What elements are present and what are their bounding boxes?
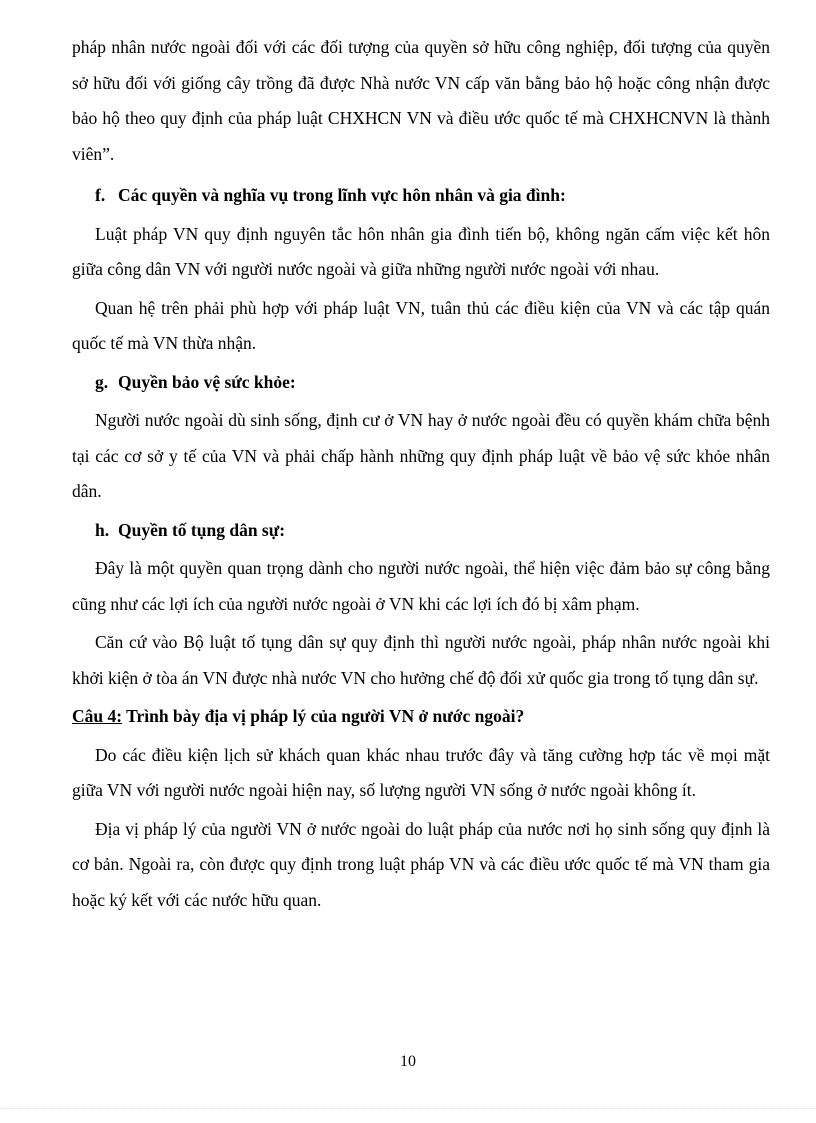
section-h-heading: [95, 513, 770, 549]
section-h-letter: h.: [95, 519, 110, 540]
page-number: 10: [400, 1053, 416, 1070]
question-4-paragraph-2: Địa vị pháp lý của người VN ở nước ngoài do luật pháp của nước nơi họ sinh sống quy định là cơ bản. Ngoài ra, còn được quy định trong luật pháp VN và các điều ước quốc tế mà VN tham gia hoặc ký kết với các nước hữu quan.: [72, 818, 770, 910]
section-f-letter: f.: [95, 185, 106, 205]
question-4-label: Câu 4:: [72, 706, 123, 726]
section-g-heading: [95, 365, 770, 401]
intro-paragraph: pháp nhân nước ngoài đối với các đối tượng của quyền sở hữu công nghiệp, đối tượng của quyền sở hữu đối với giống cây trồng đã được Nhà nước VN cấp văn bằng bảo hộ hoặc công nhận được bảo hộ theo quy định của pháp luật CHXHCN VN và điều ước quốc tế mà CHXHCNVN là thành viên”.: [72, 37, 770, 164]
section-f-paragraph-2: Quan hệ trên phải phù hợp với pháp luật VN, tuân thủ các điều kiện của VN và các tập quán quốc tế mà VN thừa nhận.: [72, 297, 770, 353]
section-h-paragraph-1: Đây là một quyền quan trọng dành cho người nước ngoài, thể hiện việc đảm bảo sự công bằng cũng như các lợi ích của người nước ngoài ở VN khi các lợi ích đó bị xâm phạm.: [72, 558, 770, 614]
section-h-paragraph-2: Căn cứ vào Bộ luật tố tụng dân sự quy định thì người nước ngoài, pháp nhân nước ngoài khi khởi kiện ở tòa án VN được nhà nước VN cho hưởng chế độ đối xử quốc gia trong tố tụng dân sự.: [72, 632, 770, 688]
document-page: [72, 30, 770, 918]
question-4-title: Trình bày địa vị pháp lý của người VN ở nước ngoài?: [122, 706, 525, 726]
section-f-title: Các quyền và nghĩa vụ trong lĩnh vực hôn nhân và gia đình:: [118, 185, 566, 205]
section-g-letter: g.: [95, 371, 109, 392]
question-4-paragraph-1: Do các điều kiện lịch sử khách quan khác nhau trước đây và tăng cường hợp tác về mọi mặt giữa VN với người nước ngoài hiện nay, số lượng người VN sống ở nước ngoài không ít.: [72, 744, 770, 800]
section-g-title: Quyền bảo vệ sức khỏe:: [118, 371, 296, 392]
section-f-paragraph-1: Luật pháp VN quy định nguyên tắc hôn nhân gia đình tiến bộ, không ngăn cấm việc kết hôn giữa công dân VN với người nước ngoài và giữa những người nước ngoài với nhau.: [72, 223, 770, 279]
footer-divider: [0, 1108, 816, 1109]
section-f-heading: [95, 178, 770, 214]
question-4-heading: [72, 699, 770, 735]
section-g-paragraph-1: Người nước ngoài dù sinh sống, định cư ở VN hay ở nước ngoài đều có quyền khám chữa bệnh tại các cơ sở y tế của VN và phải chấp hành những quy định pháp luật về bảo vệ sức khỏe nhân dân.: [72, 410, 770, 501]
section-h-title: Quyền tố tụng dân sự:: [118, 519, 286, 540]
